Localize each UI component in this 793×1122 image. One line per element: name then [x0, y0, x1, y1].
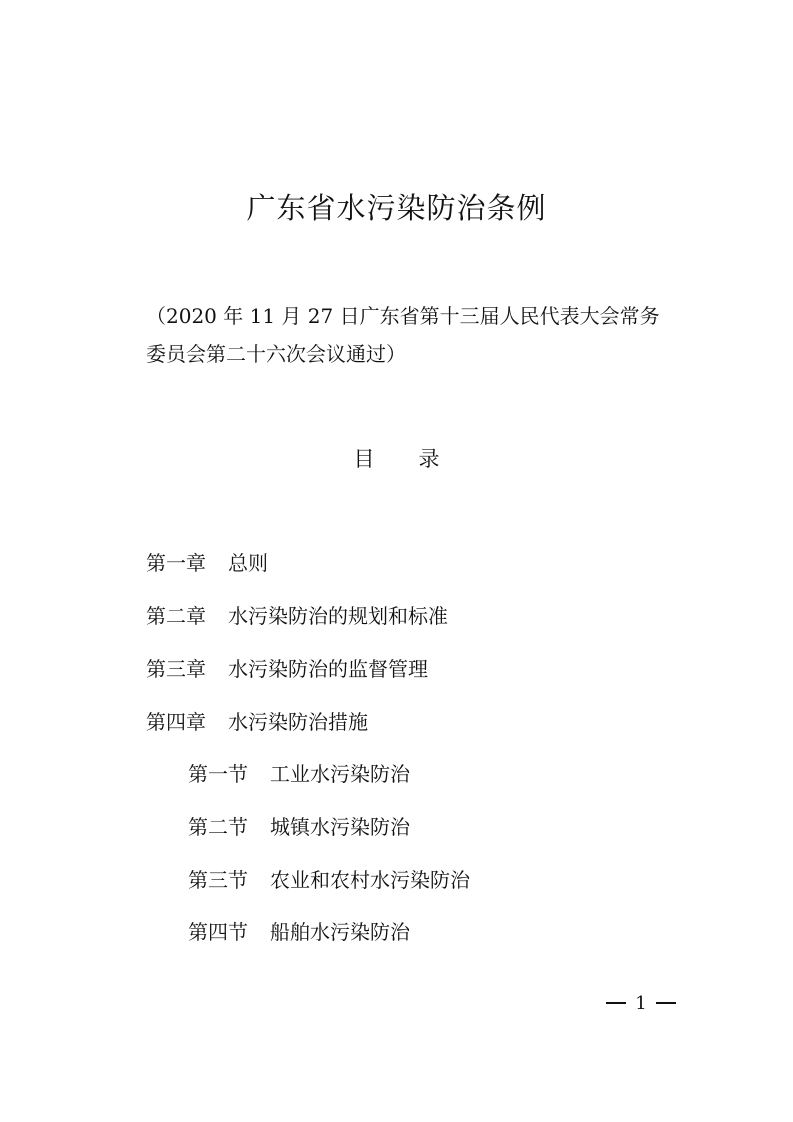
toc-section-title: 农业和农村水污染防治 [270, 868, 470, 892]
toc-section-number: 第三节 [188, 868, 248, 892]
toc-section-3 [188, 864, 470, 896]
toc-chapter-2 [146, 600, 448, 632]
page-number-dash-left [606, 1002, 626, 1004]
table-of-contents-heading [0, 441, 793, 477]
page-number-value: 1 [635, 992, 647, 1014]
toc-section-2 [188, 811, 410, 843]
toc-heading-char-2: 录 [418, 447, 440, 471]
page-number [606, 988, 676, 1018]
toc-heading-char-1: 目 [353, 447, 375, 471]
toc-chapter-number: 第二章 [146, 604, 206, 628]
toc-chapter-3 [146, 653, 428, 685]
toc-section-title: 城镇水污染防治 [270, 815, 410, 839]
toc-section-number: 第二节 [188, 815, 248, 839]
toc-chapter-title: 水污染防治措施 [228, 710, 368, 734]
toc-section-number: 第四节 [188, 920, 248, 944]
toc-chapter-number: 第三章 [146, 657, 206, 681]
toc-chapter-number: 第四章 [146, 710, 206, 734]
toc-chapter-title: 水污染防治的规划和标准 [228, 604, 448, 628]
toc-chapter-1 [146, 547, 268, 579]
toc-section-number: 第一节 [188, 762, 248, 786]
adoption-note-line-1: （2020 年 11 月 27 日广东省第十三届人民代表大会常务 [146, 304, 660, 328]
toc-section-1 [188, 758, 410, 790]
toc-chapter-4 [146, 706, 368, 738]
toc-section-title: 船舶水污染防治 [270, 920, 410, 944]
toc-section-4 [188, 916, 410, 948]
document-title: 广东省水污染防治条例 [246, 191, 547, 225]
toc-section-title: 工业水污染防治 [270, 762, 410, 786]
toc-chapter-title: 水污染防治的监督管理 [228, 657, 428, 681]
toc-chapter-title: 总则 [228, 551, 268, 575]
toc-chapter-number: 第一章 [146, 551, 206, 575]
adoption-note-line-2: 委员会第二十六次会议通过） [146, 342, 406, 366]
page-number-dash-right [656, 1002, 676, 1004]
